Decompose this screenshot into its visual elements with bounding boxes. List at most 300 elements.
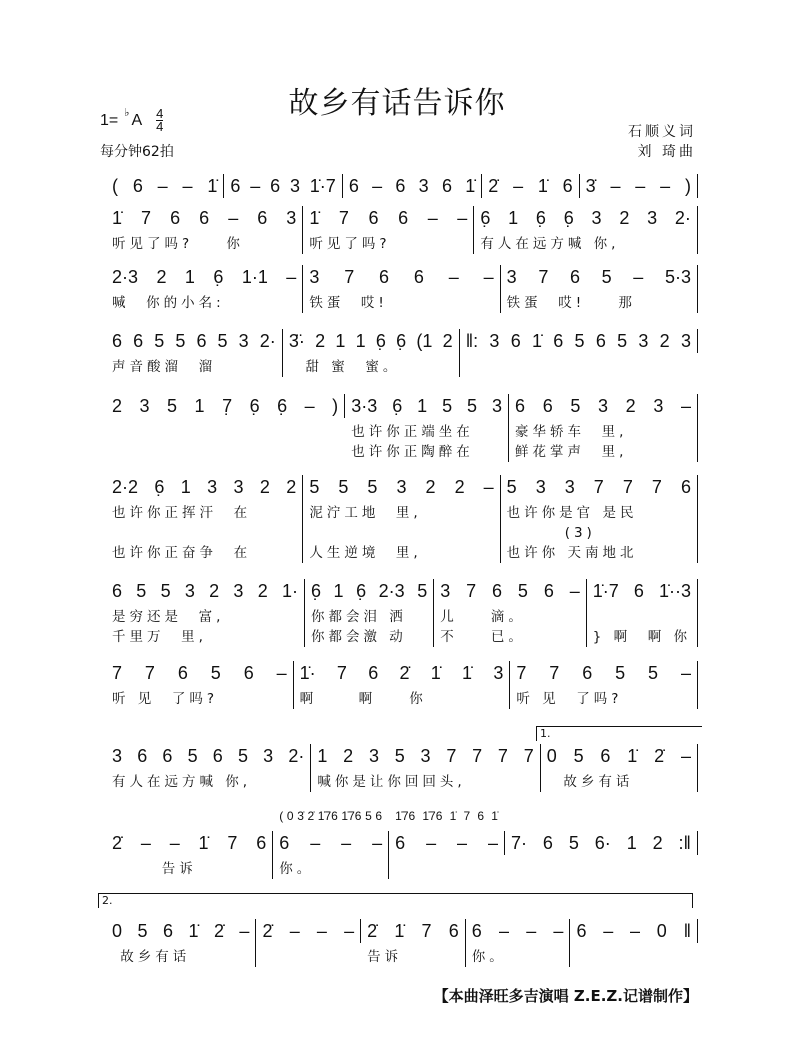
lyric-line: } 啊 啊 你	[592, 629, 692, 645]
note: 6̣	[311, 580, 322, 601]
note: 5	[210, 662, 221, 683]
note: 5	[570, 395, 581, 416]
note: 6	[368, 207, 379, 228]
lyric-line: 铁蛋 哎!	[309, 295, 388, 311]
note: 3	[564, 476, 575, 497]
note: 6	[600, 745, 611, 766]
note: –	[372, 832, 383, 853]
note: 6̣	[277, 395, 288, 416]
note: 2̇	[399, 662, 410, 683]
measure-notes	[466, 329, 691, 353]
note: 1̇76	[317, 809, 338, 823]
note: 6̣	[213, 266, 224, 287]
note: 3	[207, 476, 218, 497]
note: 1̇76	[395, 809, 416, 823]
measure	[106, 206, 303, 254]
note: 6	[477, 809, 485, 823]
note: 3	[289, 175, 300, 196]
note: 1	[184, 266, 195, 287]
measure	[303, 265, 500, 313]
lyric-line: 有人在远方喊 你,	[480, 236, 620, 252]
measure	[303, 206, 474, 254]
note: 5	[160, 580, 171, 601]
measure-notes	[112, 265, 296, 289]
measure-notes	[289, 329, 453, 353]
note: 3	[184, 580, 195, 601]
note: 6	[395, 832, 406, 853]
lyric-line: 你。	[471, 949, 507, 965]
note: –	[310, 832, 321, 853]
measures	[106, 475, 698, 561]
note: –	[635, 175, 646, 196]
note: –	[457, 832, 468, 853]
note: 2	[425, 476, 436, 497]
note: 3	[492, 395, 503, 416]
note: 1	[508, 207, 519, 228]
note: 6	[543, 580, 554, 601]
note: 5	[615, 662, 626, 683]
note: 3	[139, 395, 150, 416]
note: 3	[396, 476, 407, 497]
measure-notes	[516, 661, 691, 685]
note: 5	[367, 476, 378, 497]
lyric-line: 也许你是官 是民	[506, 505, 638, 521]
note: 2	[454, 476, 465, 497]
note: 5	[442, 395, 453, 416]
note: –	[372, 175, 383, 196]
measure-notes	[472, 919, 564, 943]
note: 6	[448, 920, 459, 941]
note: 6	[137, 745, 148, 766]
note: )	[684, 175, 691, 196]
note: 1̇76	[422, 809, 443, 823]
score-row	[106, 475, 698, 561]
note: 6	[348, 175, 359, 196]
measure-notes	[511, 831, 691, 855]
measures	[106, 174, 698, 198]
note: ‖	[683, 920, 692, 941]
note: 1̇76	[341, 809, 362, 823]
lyric-line: 故乡有话	[546, 774, 634, 790]
note: 1·1	[241, 266, 268, 287]
note: –	[182, 175, 193, 196]
measure-notes	[309, 206, 467, 230]
measure-notes	[507, 265, 691, 289]
note: 6	[112, 330, 123, 351]
note: 3·3	[351, 395, 378, 416]
lyric-line: 泥泞工地 里,	[309, 505, 422, 521]
note: 1̇	[537, 175, 548, 196]
note: 3	[233, 580, 244, 601]
note: 5	[617, 330, 628, 351]
instrumental-notes	[279, 809, 382, 823]
note: 7	[141, 207, 152, 228]
note: 2	[659, 330, 670, 351]
note: 6	[595, 330, 606, 351]
note: 2	[156, 266, 167, 287]
note: 6	[162, 920, 173, 941]
measure	[311, 744, 540, 792]
time-top: 4	[156, 106, 164, 121]
measure-notes	[112, 919, 249, 943]
score-row	[106, 579, 698, 645]
measure	[106, 579, 305, 647]
note: 7	[227, 832, 238, 853]
lyric-line: 告诉	[367, 949, 403, 965]
time-bottom: 4	[156, 119, 164, 134]
note: 6	[553, 330, 564, 351]
note: 7	[344, 266, 355, 287]
measures	[106, 744, 698, 790]
note: )	[332, 395, 339, 416]
lyric-line: (3)	[506, 525, 596, 541]
note: 3	[233, 476, 244, 497]
note: 2	[619, 207, 630, 228]
measure-notes	[112, 579, 298, 603]
measure	[283, 329, 460, 377]
measure	[570, 919, 698, 943]
measure-notes	[488, 174, 572, 198]
note: 7	[549, 662, 560, 683]
score-row	[106, 174, 698, 198]
note: 5	[394, 745, 405, 766]
lyric-line: 也许你正端坐在	[351, 424, 474, 440]
note: 6	[680, 476, 691, 497]
measure	[343, 174, 482, 198]
note: 3	[506, 266, 517, 287]
measure-notes	[480, 206, 691, 230]
lyric-line	[112, 523, 296, 543]
note: 0	[286, 809, 294, 823]
measure-notes	[317, 744, 533, 768]
note: –	[610, 175, 621, 196]
note: 3	[440, 580, 451, 601]
note: 7	[336, 662, 347, 683]
measure-notes	[507, 475, 691, 499]
note: 6	[375, 809, 383, 823]
note: 3	[493, 662, 504, 683]
lyric-line: 不 已。	[440, 629, 526, 645]
note: 6	[212, 745, 223, 766]
note: 1̇	[465, 175, 476, 196]
lyric-line: 是穷还是 富,	[112, 609, 225, 625]
note: 2̇	[307, 809, 315, 823]
note: –	[680, 745, 691, 766]
note: 5	[568, 832, 579, 853]
note: –	[426, 832, 437, 853]
note: 2·	[288, 745, 305, 766]
note: 2	[286, 476, 297, 497]
note: 7̣	[222, 395, 233, 416]
measure	[345, 394, 509, 462]
note: 5	[648, 662, 659, 683]
note: –	[140, 832, 151, 853]
lyricist-credit: 石顺义词	[628, 124, 696, 140]
note: 5	[601, 266, 612, 287]
measure	[361, 919, 466, 967]
note: 5	[154, 330, 165, 351]
measure	[256, 919, 361, 943]
note: –	[680, 662, 691, 683]
measures	[106, 579, 698, 645]
note: 3	[680, 330, 691, 351]
volta-bracket: 2.	[98, 893, 693, 908]
note: 5	[167, 395, 178, 416]
lyric-line: 也许你 天南地北	[506, 545, 638, 561]
note: 2̇	[488, 175, 499, 196]
note: 2̇	[213, 920, 224, 941]
note: 6	[133, 330, 144, 351]
note: 1	[417, 395, 428, 416]
note: 5	[573, 745, 584, 766]
note: 6	[162, 745, 173, 766]
score-row	[106, 727, 698, 790]
note: 1̇	[531, 330, 542, 351]
note: 5	[175, 330, 186, 351]
note: 1̇	[198, 832, 209, 853]
note: 5	[365, 809, 372, 823]
note: 0	[112, 920, 123, 941]
note: 6	[230, 175, 241, 196]
note: 5	[136, 580, 147, 601]
note: 5	[467, 395, 478, 416]
lyric-line: 听 见 了吗?	[516, 691, 623, 707]
note: 1·	[281, 580, 298, 601]
note: 1̇·7	[309, 175, 336, 196]
note: –	[660, 175, 671, 196]
note: 6	[112, 580, 123, 601]
lyric-line: 你都会激 动	[311, 629, 407, 645]
score-row	[106, 661, 698, 707]
measure	[294, 661, 511, 709]
note: (	[112, 175, 118, 196]
note: 1	[194, 395, 205, 416]
note: :‖	[678, 832, 691, 853]
note: 3	[638, 330, 649, 351]
note: 1̇	[207, 175, 218, 196]
measure	[106, 174, 224, 198]
note: –	[344, 920, 355, 941]
note: 3	[418, 175, 429, 196]
note: 3	[420, 745, 431, 766]
measure-notes	[311, 579, 427, 603]
measure-notes	[112, 661, 287, 685]
note: 2	[112, 395, 123, 416]
lyric-line: 也许你正挥汗 在	[112, 505, 252, 521]
measure	[224, 174, 342, 198]
note: –	[553, 920, 564, 941]
note: 7	[338, 207, 349, 228]
measure	[389, 809, 505, 855]
note: 1	[626, 832, 637, 853]
note: 6̣	[356, 580, 367, 601]
note: 2̇	[112, 832, 123, 853]
note: 3	[368, 745, 379, 766]
note: 6	[562, 175, 573, 196]
note: 6	[257, 207, 268, 228]
note: 2·	[259, 330, 276, 351]
note: –	[239, 920, 250, 941]
measure-notes	[586, 174, 691, 198]
note: 6	[279, 832, 290, 853]
note: 6	[441, 175, 452, 196]
note: 7·	[511, 832, 528, 853]
note: 6	[379, 266, 390, 287]
note: 2·	[674, 207, 691, 228]
note: –	[526, 920, 537, 941]
measure-notes	[230, 174, 335, 198]
measure-notes	[262, 919, 354, 943]
score-row	[106, 206, 698, 252]
note: –	[633, 266, 644, 287]
measure	[587, 579, 698, 647]
measures	[106, 265, 698, 311]
note: 2	[209, 580, 220, 601]
note: 1̇	[627, 745, 638, 766]
note: 6	[576, 920, 587, 941]
note: 5	[506, 476, 517, 497]
key-note: A	[131, 111, 143, 129]
time-signature	[156, 108, 163, 133]
note: 2	[259, 476, 270, 497]
key-signature	[100, 108, 163, 133]
note: –	[513, 175, 524, 196]
note: 5	[417, 580, 428, 601]
note: 6	[633, 580, 644, 601]
measure	[501, 265, 698, 313]
note: 7	[651, 476, 662, 497]
note: 6̣	[480, 207, 491, 228]
measure	[510, 661, 698, 709]
note: –	[483, 266, 494, 287]
note: –	[448, 266, 459, 287]
note: 6̣	[392, 395, 403, 416]
note: 0	[546, 745, 557, 766]
note: 6	[569, 266, 580, 287]
note: 2	[625, 395, 636, 416]
measure	[474, 206, 698, 254]
measure	[580, 174, 698, 198]
lyric-line: 听见了吗?	[309, 236, 391, 252]
lyric-line	[593, 607, 691, 627]
note: 5	[338, 476, 349, 497]
lyric-line: 你。	[279, 861, 315, 877]
note: 3̇	[297, 809, 304, 823]
note: 5	[309, 476, 320, 497]
note: 7	[446, 745, 457, 766]
tempo-marking: 每分钟62拍	[100, 144, 174, 160]
note: –	[457, 207, 468, 228]
note: –	[250, 175, 261, 196]
measures	[106, 206, 698, 252]
note: 6	[270, 175, 281, 196]
note: 6	[582, 662, 593, 683]
measure	[106, 394, 345, 418]
note: 1̇	[449, 809, 457, 823]
note: 6̣	[154, 476, 165, 497]
note: 2̇	[367, 920, 378, 941]
note: 1	[355, 330, 366, 351]
note: 7	[472, 745, 483, 766]
measure-notes	[112, 475, 296, 499]
note: 2	[652, 832, 663, 853]
instrumental-notes	[395, 809, 498, 823]
note: ‖:	[465, 330, 479, 351]
measure-notes	[395, 831, 498, 855]
note: 6	[542, 832, 553, 853]
measure	[106, 329, 283, 377]
note: –	[286, 266, 297, 287]
flat-sign: ♭	[124, 107, 130, 119]
note: –	[228, 207, 239, 228]
measure-notes	[367, 919, 459, 943]
measure	[106, 661, 294, 709]
measure	[106, 744, 311, 792]
note: 7	[523, 745, 534, 766]
lyric-line: 喊 你的小名:	[112, 295, 225, 311]
measure	[541, 744, 698, 792]
note: 7	[463, 809, 471, 823]
score-row	[106, 394, 698, 460]
lyric-line: 鲜花掌声 里,	[515, 444, 628, 460]
note: 6	[395, 175, 406, 196]
note: 1̇·	[299, 662, 316, 683]
note: –	[569, 580, 580, 601]
note: 1̇	[188, 920, 199, 941]
note: 3	[653, 395, 664, 416]
song-title: 故乡有话告诉你	[288, 86, 506, 121]
measure	[106, 919, 256, 967]
note: 7	[112, 662, 123, 683]
note: 1̇	[112, 207, 123, 228]
note: (	[279, 809, 284, 823]
measure	[305, 579, 434, 647]
measures	[106, 661, 698, 707]
note: 3	[263, 745, 274, 766]
note: 7	[144, 662, 155, 683]
note: 3̇	[585, 175, 596, 196]
note: 6	[256, 832, 267, 853]
note: 3̈·	[288, 330, 305, 351]
measures	[106, 329, 698, 375]
measure-notes	[351, 394, 502, 418]
score-row	[106, 329, 698, 375]
measures	[106, 809, 698, 877]
note: 1	[333, 580, 344, 601]
note: –	[304, 395, 315, 416]
note: –	[483, 476, 494, 497]
measure-notes	[309, 265, 493, 289]
note: 2	[315, 330, 326, 351]
note: –	[487, 832, 498, 853]
note: 6	[471, 920, 482, 941]
note: 3	[489, 330, 500, 351]
note: 3	[112, 745, 123, 766]
note: 5	[187, 745, 198, 766]
note: 6	[243, 662, 254, 683]
score-row	[102, 894, 698, 965]
lyric-line: 喊你是让你回回头,	[317, 774, 466, 790]
note: 6	[132, 175, 143, 196]
note: (1	[416, 330, 433, 351]
note: 6	[170, 207, 181, 228]
note: –	[603, 920, 614, 941]
measure-notes	[349, 174, 475, 198]
measure-notes	[576, 919, 691, 943]
note: 2	[257, 580, 268, 601]
note: 2̇	[654, 745, 665, 766]
note: 2·2	[112, 476, 139, 497]
